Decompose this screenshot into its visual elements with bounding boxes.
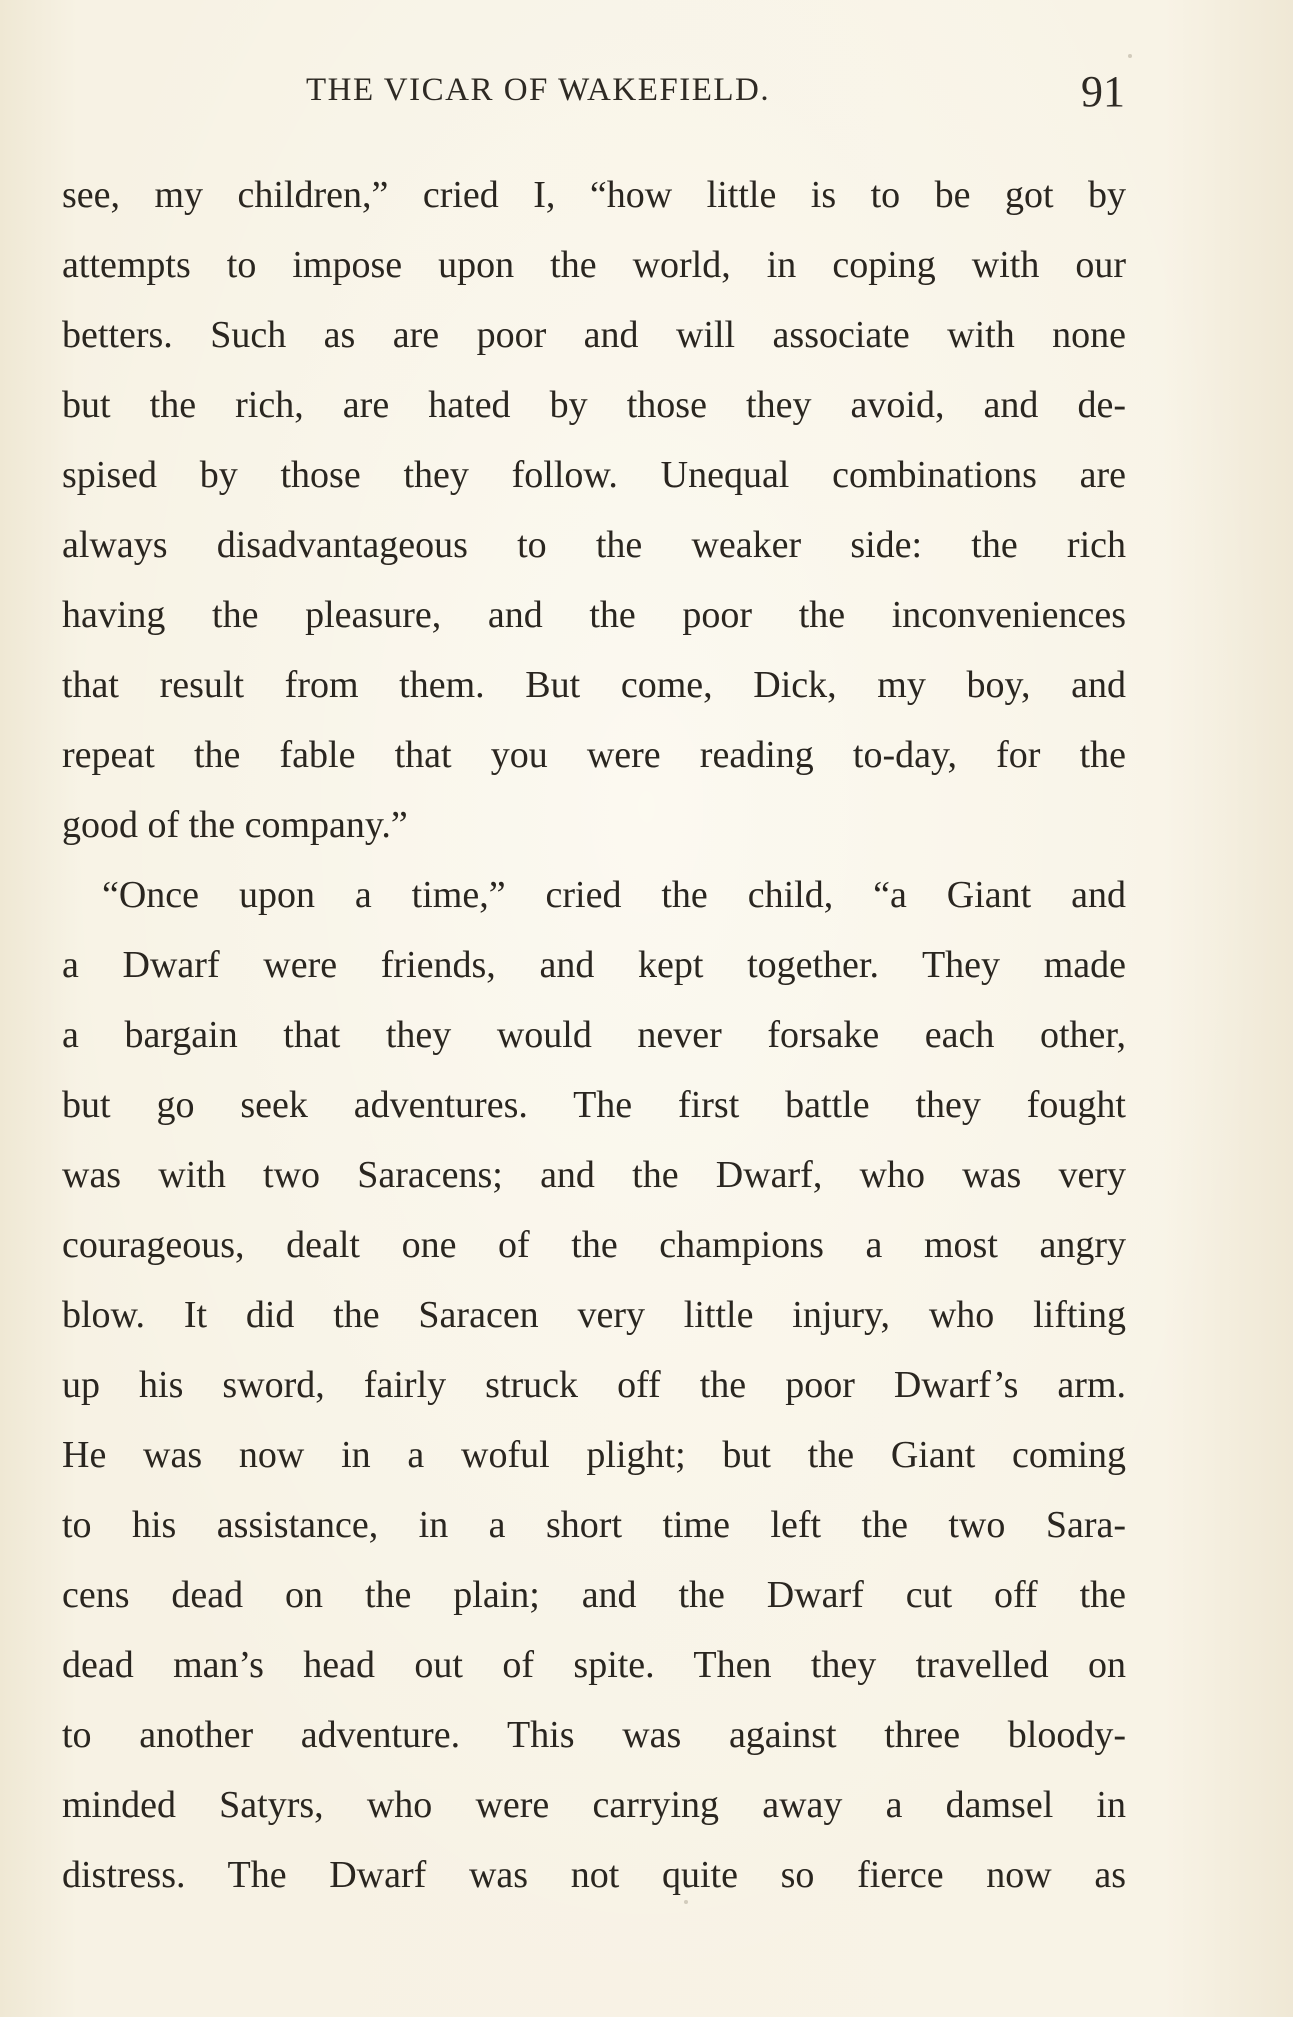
- paragraph-start-line: “Once upon a time,” cried the child, “a Giant and: [102, 874, 1126, 916]
- text-line: courageous, dealt one of the champions a most angry: [62, 1224, 1126, 1266]
- text-line: always disadvantageous to the weaker side: the rich: [62, 524, 1126, 566]
- text-line: betters. Such as are poor and will associate with none: [62, 314, 1126, 356]
- text-line: see, my children,” cried I, “how little is to be got by: [62, 174, 1126, 216]
- text-line: distress. The Dwarf was not quite so fierce now as: [62, 1854, 1126, 1896]
- text-line: having the pleasure, and the poor the inconveniences: [62, 594, 1126, 636]
- text-line: dead man’s head out of spite. Then they travelled on: [62, 1644, 1126, 1686]
- text-line: but go seek adventures. The first battle they fought: [62, 1084, 1126, 1126]
- text-line: to another adventure. This was against three bloody-: [62, 1714, 1126, 1756]
- text-line: cens dead on the plain; and the Dwarf cut off the: [62, 1574, 1126, 1616]
- text-line: was with two Saracens; and the Dwarf, who was very: [62, 1154, 1126, 1196]
- text-line: but the rich, are hated by those they avoid, and de-: [62, 384, 1126, 426]
- text-line: good of the company.”: [62, 804, 408, 846]
- text-line: blow. It did the Saracen very little injury, who lifting: [62, 1294, 1126, 1336]
- paper-speck: [684, 1900, 688, 1904]
- running-head: [0, 66, 1293, 116]
- running-title: THE VICAR OF WAKEFIELD.: [306, 72, 771, 108]
- text-line: repeat the fable that you were reading to-day, for the: [62, 734, 1126, 776]
- text-line: He was now in a woful plight; but the Giant coming: [62, 1434, 1126, 1476]
- text-line: up his sword, fairly struck off the poor Dwarf’s arm.: [62, 1364, 1126, 1406]
- text-line: a bargain that they would never forsake each other,: [62, 1014, 1126, 1056]
- text-line: a Dwarf were friends, and kept together. They made: [62, 944, 1126, 986]
- page-number: 91: [1081, 67, 1125, 116]
- body-text: [62, 160, 1126, 1910]
- text-line: minded Satyrs, who were carrying away a damsel in: [62, 1784, 1126, 1826]
- text-line: attempts to impose upon the world, in coping with our: [62, 244, 1126, 286]
- paper-speck: [1128, 54, 1132, 58]
- text-line: to his assistance, in a short time left the two Sara-: [62, 1504, 1126, 1546]
- text-line: spised by those they follow. Unequal combinations are: [62, 454, 1126, 496]
- text-line: that result from them. But come, Dick, my boy, and: [62, 664, 1126, 706]
